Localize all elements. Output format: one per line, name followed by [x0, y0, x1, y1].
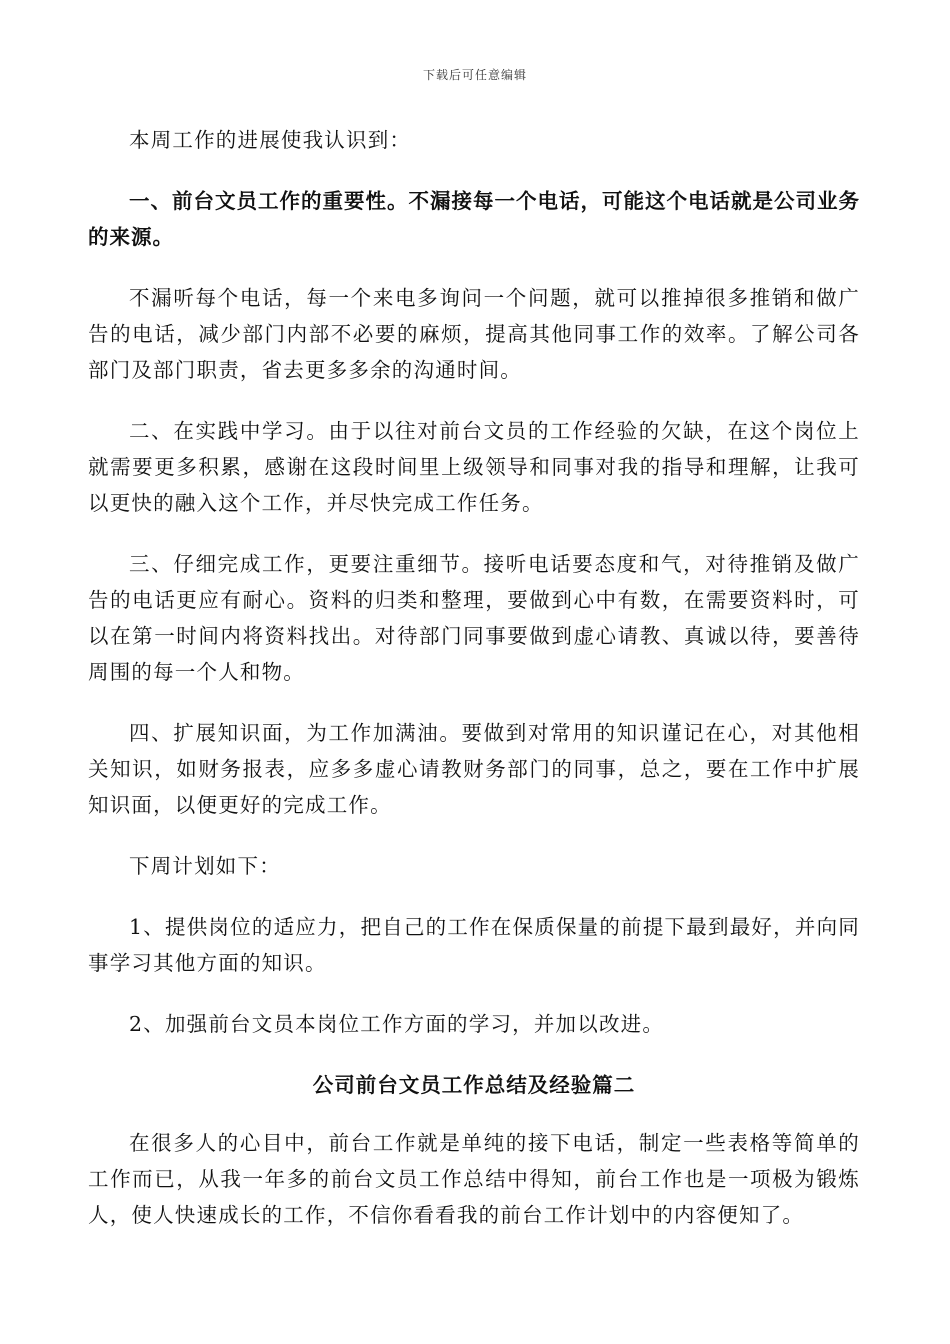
document-body — [88, 122, 860, 1258]
paragraph-closing: 在很多人的心目中，前台工作就是单纯的接下电话，制定一些表格等简单的工作而已，从我一年多的前台文员工作总结中得知，前台工作也是一项极为锻炼人，使人快速成长的工作，不信你看看我的前台工作计划中的内容便知了。 — [88, 1131, 860, 1227]
paragraph-point-three: 三、仔细完成工作，更要注重细节。接听电话要态度和气，对待推销及做广告的电话更应有耐心。资料的归类和整理，要做到心中有数，在需要资料时，可以在第一时间内将资料找出。对待部门同事要做到虚心请教、真诚以待，要善待周围的每一个人和物。 — [88, 552, 860, 684]
paragraph-point-two: 二、在实践中学习。由于以往对前台文员的工作经验的欠缺，在这个岗位上就需要更多积累，感谢在这段时间里上级领导和同事对我的指导和理解，让我可以更快的融入这个工作，并尽快完成工作任务。 — [88, 419, 860, 515]
section-title: 公司前台文员工作总结及经验篇二 — [312, 1073, 636, 1097]
header-note: 下载后可任意编辑 — [422, 68, 527, 82]
paragraph-intro: 本周工作的进展使我认识到： — [129, 128, 412, 152]
paragraph-next-week-plan: 下周计划如下： — [129, 854, 281, 878]
paragraph-point-four: 四、扩展知识面，为工作加满油。要做到对常用的知识谨记在心，对其他相关知识，如财务报表，应多多虚心请教财务部门的同事，总之，要在工作中扩展知识面，以便更好的完成工作。 — [88, 721, 860, 817]
paragraph-plan-item-one: 1、提供岗位的适应力，把自己的工作在保质保量的前提下最到最好，并向同事学习其他方面的知识。 — [88, 915, 860, 975]
paragraph-point-one-heading: 一、前台文员工作的重要性。不漏接每一个电话，可能这个电话就是公司业务的来源。 — [88, 189, 860, 249]
paragraph-plan-item-two: 2、加强前台文员本岗位工作方面的学习，并加以改进。 — [129, 1012, 665, 1036]
paragraph-point-one-detail: 不漏听每个电话，每一个来电多询问一个问题，就可以推掉很多推销和做广告的电话，减少部门内部不必要的麻烦，提高其他同事工作的效率。了解公司各部门及部门职责，省去更多多余的沟通时间。 — [88, 286, 860, 382]
